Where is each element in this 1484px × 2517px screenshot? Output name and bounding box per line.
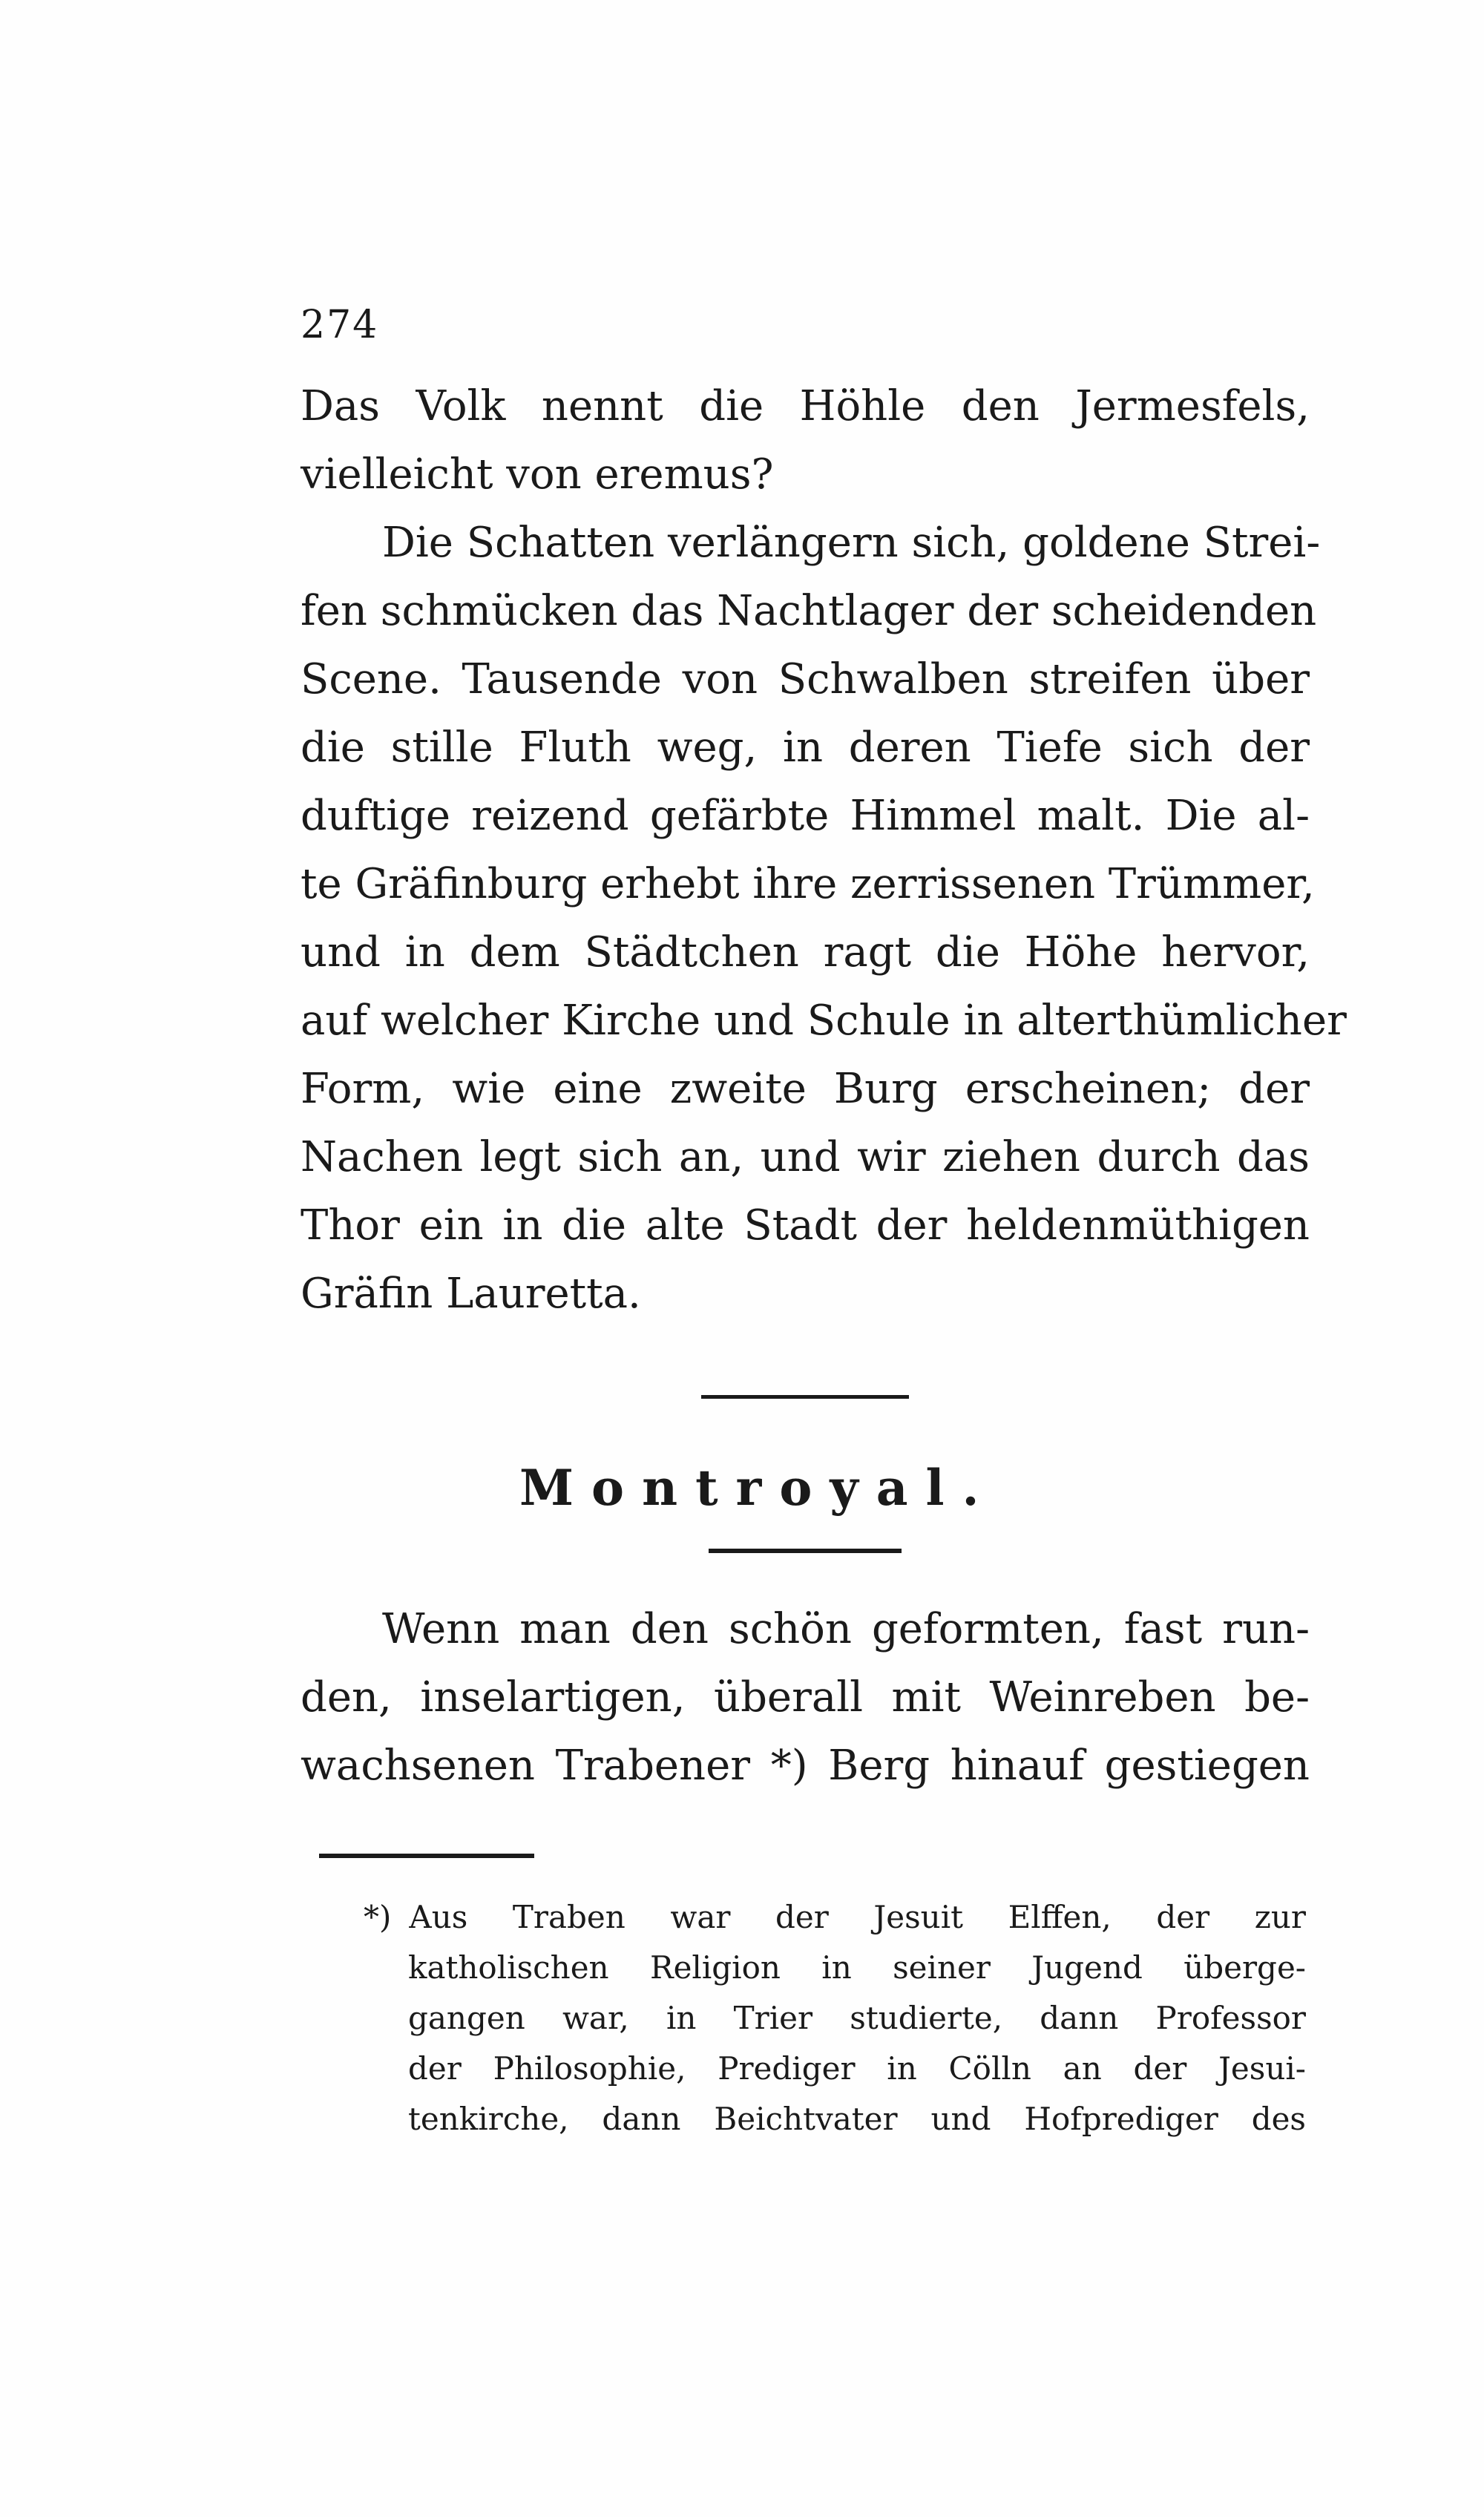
footnote-divider <box>319 1854 534 1858</box>
section-divider-top <box>701 1395 909 1399</box>
text-line: wachsenen Trabener *) Berg hinauf gestiegen <box>301 1742 1310 1790</box>
footnote-line: katholischen Religion in seiner Jugend überge- <box>408 1949 1306 1986</box>
footnote-line <box>364 1892 1306 1943</box>
text-line: Die Schatten verlängern sich, goldene Strei- <box>382 519 1321 567</box>
section-divider-bottom <box>709 1549 902 1553</box>
footnote-text: Aus Traben war der Jesuit Elffen, der zur <box>409 1899 1306 1935</box>
footnote-line: der Philosophie, Prediger in Cölln an der Jesui- <box>408 2050 1306 2087</box>
text-line: fen schmücken das Nachtlager der scheidenden <box>301 587 1317 635</box>
text-line: den, inselartigen, überall mit Weinreben be- <box>301 1673 1310 1722</box>
text-line: te Gräfinburg erhebt ihre zerrissenen Trümmer, <box>301 860 1315 908</box>
footnote <box>364 1892 1306 2144</box>
text-line: Thor ein in die alte Stadt der heldenmüthigen <box>301 1201 1310 1250</box>
text-line: Gräfin Lauretta. <box>301 1270 641 1318</box>
section-title: Montroyal. <box>519 1459 997 1517</box>
main-text-upper <box>301 373 1347 1328</box>
text-line: Scene. Tausende von Schwalben streifen über <box>301 655 1310 703</box>
text-line: vielleicht von eremus? <box>301 450 774 499</box>
footnote-marker: *) <box>364 1899 392 1935</box>
text-line: auf welcher Kirche und Schule in alterthümlicher <box>301 997 1347 1045</box>
main-text-lower <box>301 1595 1310 1800</box>
page-number: 274 <box>301 303 379 347</box>
text-line: Nachen legt sich an, und wir ziehen durch das <box>301 1133 1310 1181</box>
text-line: Wenn man den schön geformten, fast run- <box>382 1605 1310 1653</box>
footnote-line: gangen war, in Trier studierte, dann Professor <box>408 2000 1306 2036</box>
footnote-line: tenkirche, dann Beichtvater und Hofprediger des <box>408 2101 1306 2137</box>
text-line: und in dem Städtchen ragt die Höhe hervor, <box>301 928 1310 977</box>
text-line: Form, wie eine zweite Burg erscheinen; der <box>301 1065 1310 1113</box>
text-line: duftige reizend gefärbte Himmel malt. Die al- <box>301 792 1310 840</box>
text-line: Das Volk nennt die Höhle den Jermesfels, <box>301 382 1310 430</box>
text-line: die stille Fluth weg, in deren Tiefe sich der <box>301 723 1310 772</box>
